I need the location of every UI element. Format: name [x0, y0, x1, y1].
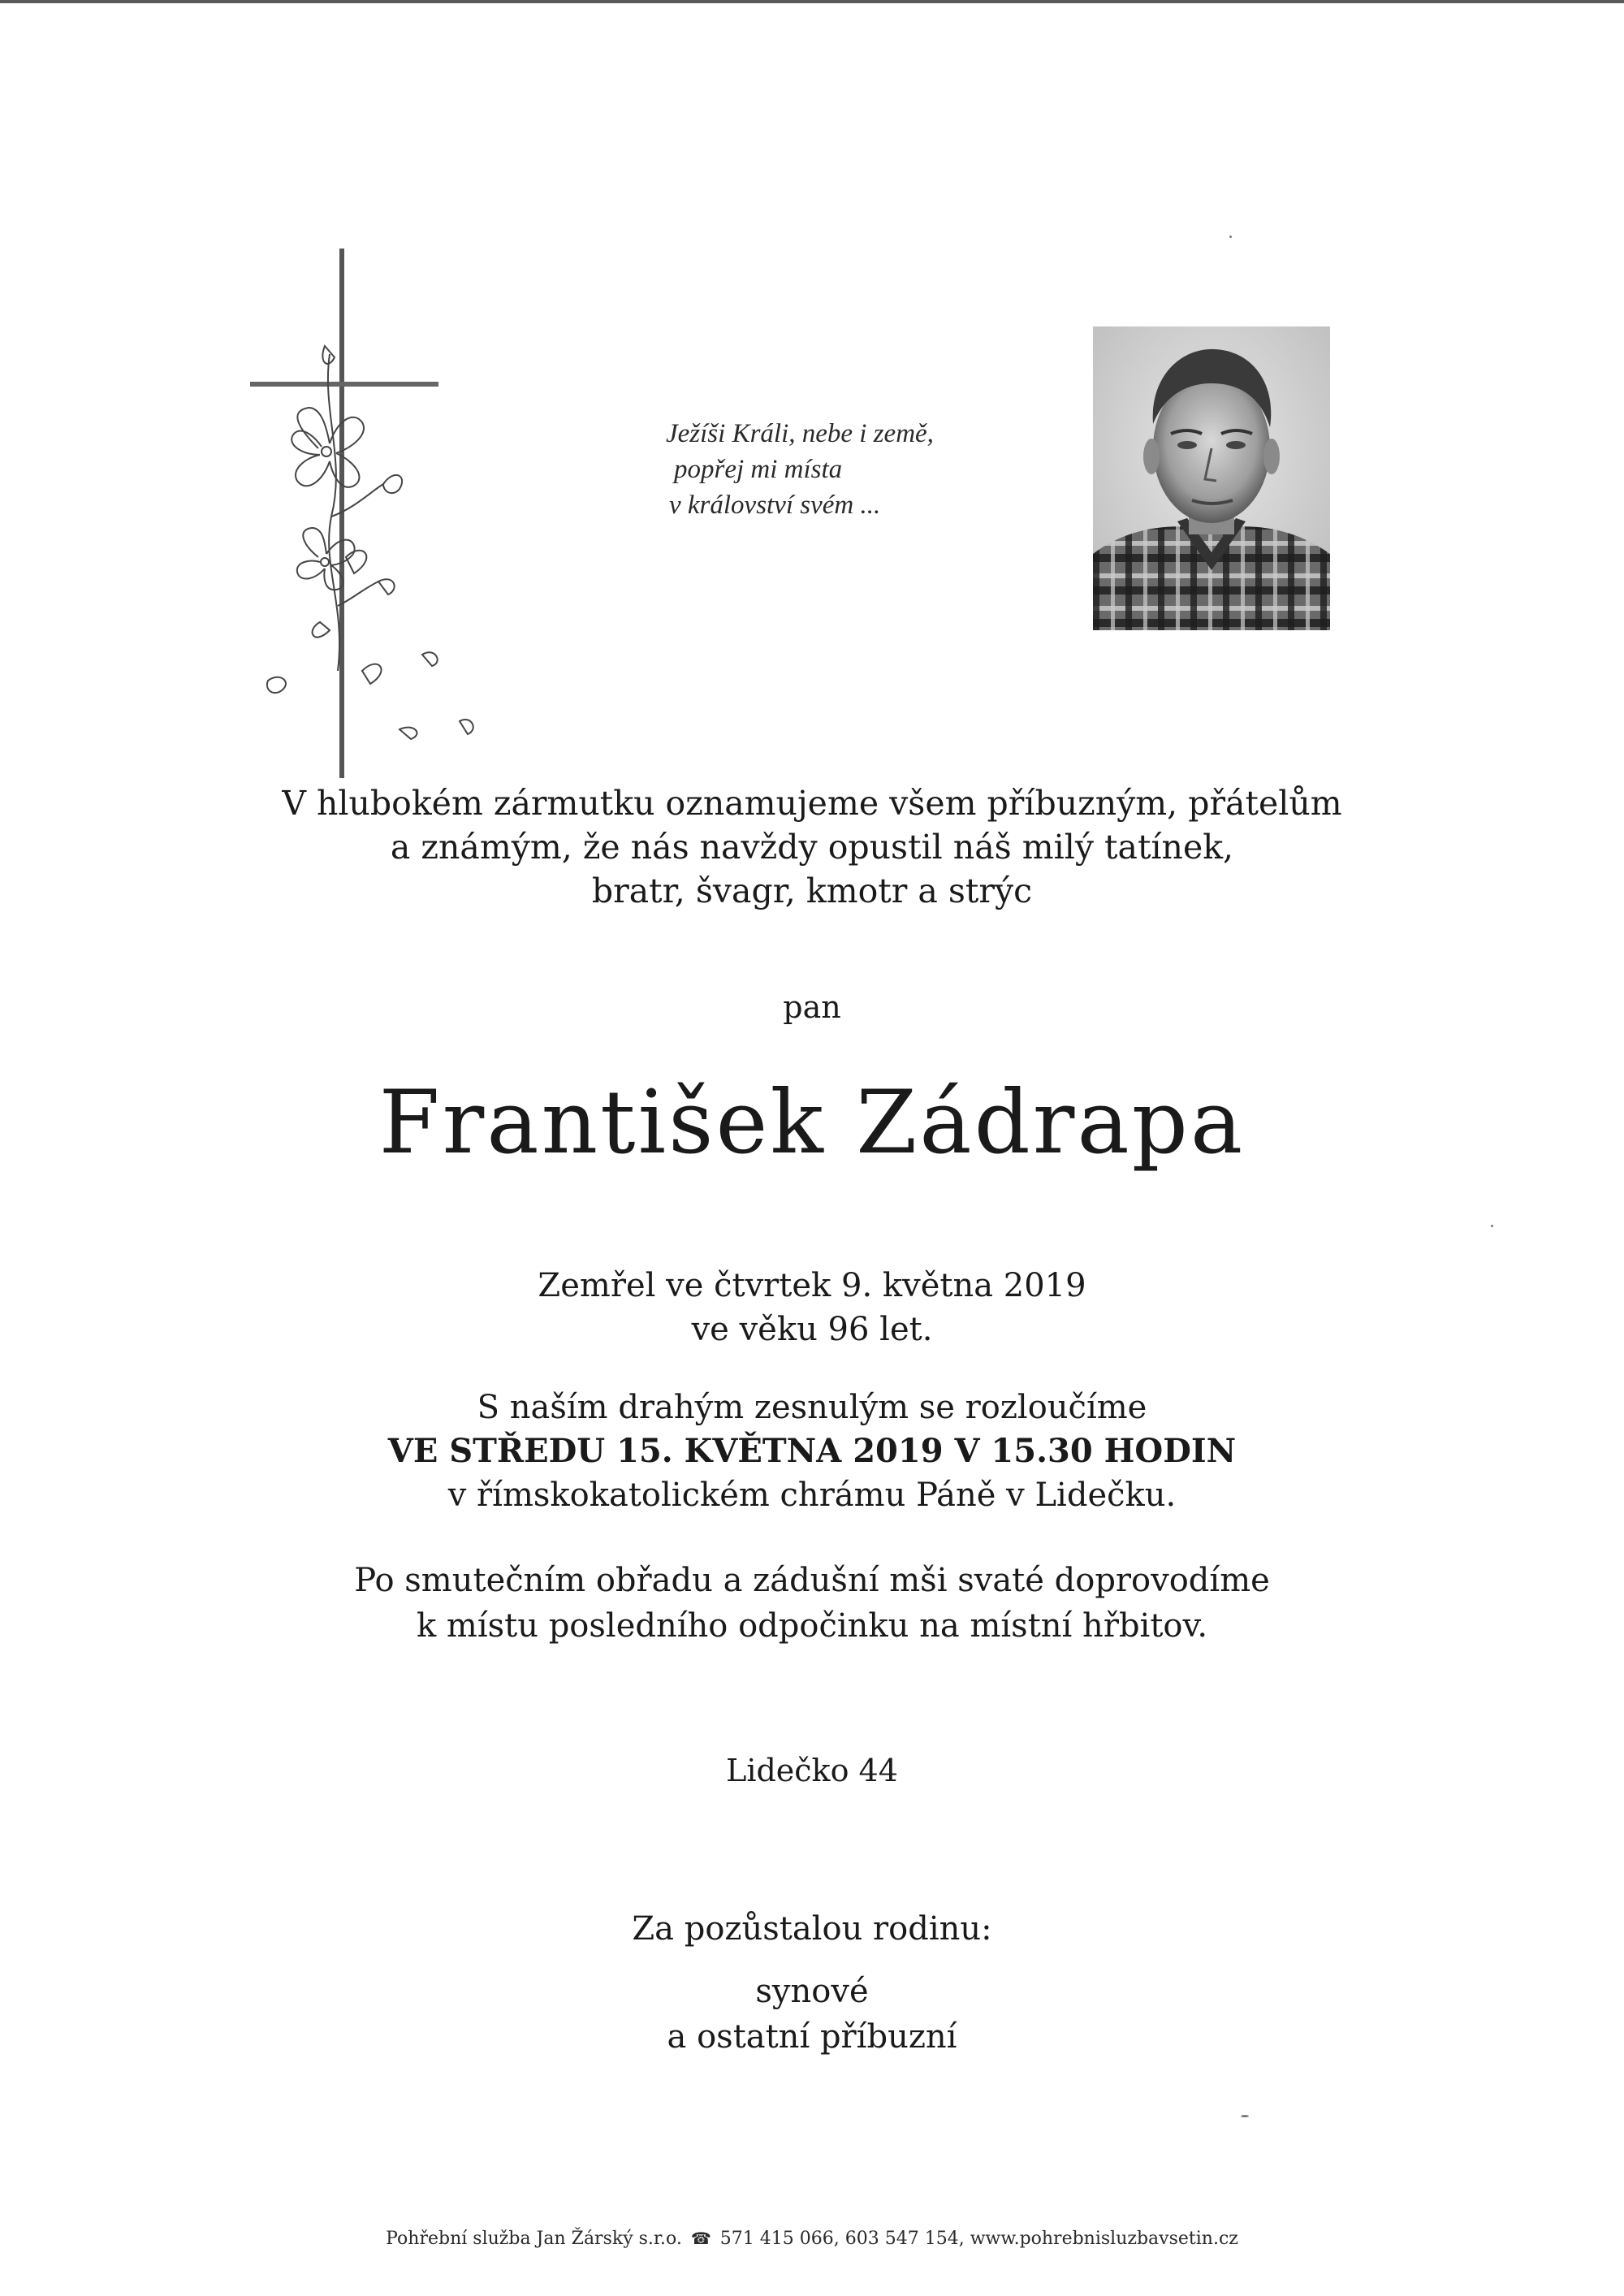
death-info: [244, 1264, 1380, 1351]
scan-speck: [1229, 236, 1232, 238]
verse-line: Ježíši Králi, nebe i země,: [666, 419, 934, 448]
honorific: pan: [783, 989, 841, 1025]
phone-icon: ☎: [690, 2229, 711, 2248]
procession-line: Po smutečním obřadu a zádušní mši svaté doprovodíme: [354, 1562, 1270, 1599]
scan-speck: [1491, 1225, 1493, 1227]
family-line: synové: [755, 1973, 869, 2010]
announcement-intro: [244, 781, 1380, 913]
address: Lidečko 44: [726, 1753, 898, 1788]
farewell-place: v římskokatolickém chrámu Páně v Lidečku.: [447, 1477, 1177, 1514]
intro-line: a známým, že nás navždy opustil náš milý tatínek,: [390, 828, 1234, 867]
scan-speck: [1241, 2115, 1249, 2117]
death-age: ve věku 96 let.: [691, 1311, 933, 1348]
farewell-line: S naším drahým zesnulým se rozloučíme: [477, 1389, 1147, 1426]
procession-info: [244, 1558, 1380, 1649]
cross-with-lily-icon: [240, 249, 492, 778]
death-date: Zemřel ve čtvrtek 9. května 2019: [538, 1267, 1086, 1304]
portrait-photo: [1093, 326, 1330, 630]
footer-company: Pohřební služba Jan Žárský s.r.o.: [386, 2229, 682, 2249]
footer-website[interactable]: www.pohrebnisluzbavsetin.cz: [970, 2229, 1238, 2249]
farewell-datetime: VE STŘEDU 15. KVĚTNA 2019 V 15.30 HODIN: [387, 1432, 1237, 1470]
family-line: a ostatní příbuzní: [667, 2018, 957, 2056]
footer: [244, 2229, 1380, 2249]
verse-line: popřej mi místa: [674, 455, 843, 484]
page-top-edge: [0, 0, 1624, 3]
verse-line: v království svém ...: [669, 491, 881, 520]
family-members: [244, 1969, 1380, 2060]
farewell-info: [244, 1386, 1380, 1517]
procession-line: k místu posledního odpočinku na místní hřbitov.: [416, 1607, 1208, 1645]
footer-phones: 571 415 066, 603 547 154,: [719, 2229, 965, 2249]
deceased-name: František Zádrapa: [378, 1072, 1246, 1174]
family-label: Za pozůstalou rodinu:: [632, 1910, 992, 1948]
verse: [666, 416, 1023, 523]
intro-line: bratr, švagr, kmotr a strýc: [591, 871, 1033, 910]
intro-line: V hlubokém zármutku oznamujeme všem příbuzným, přátelům: [282, 784, 1342, 823]
